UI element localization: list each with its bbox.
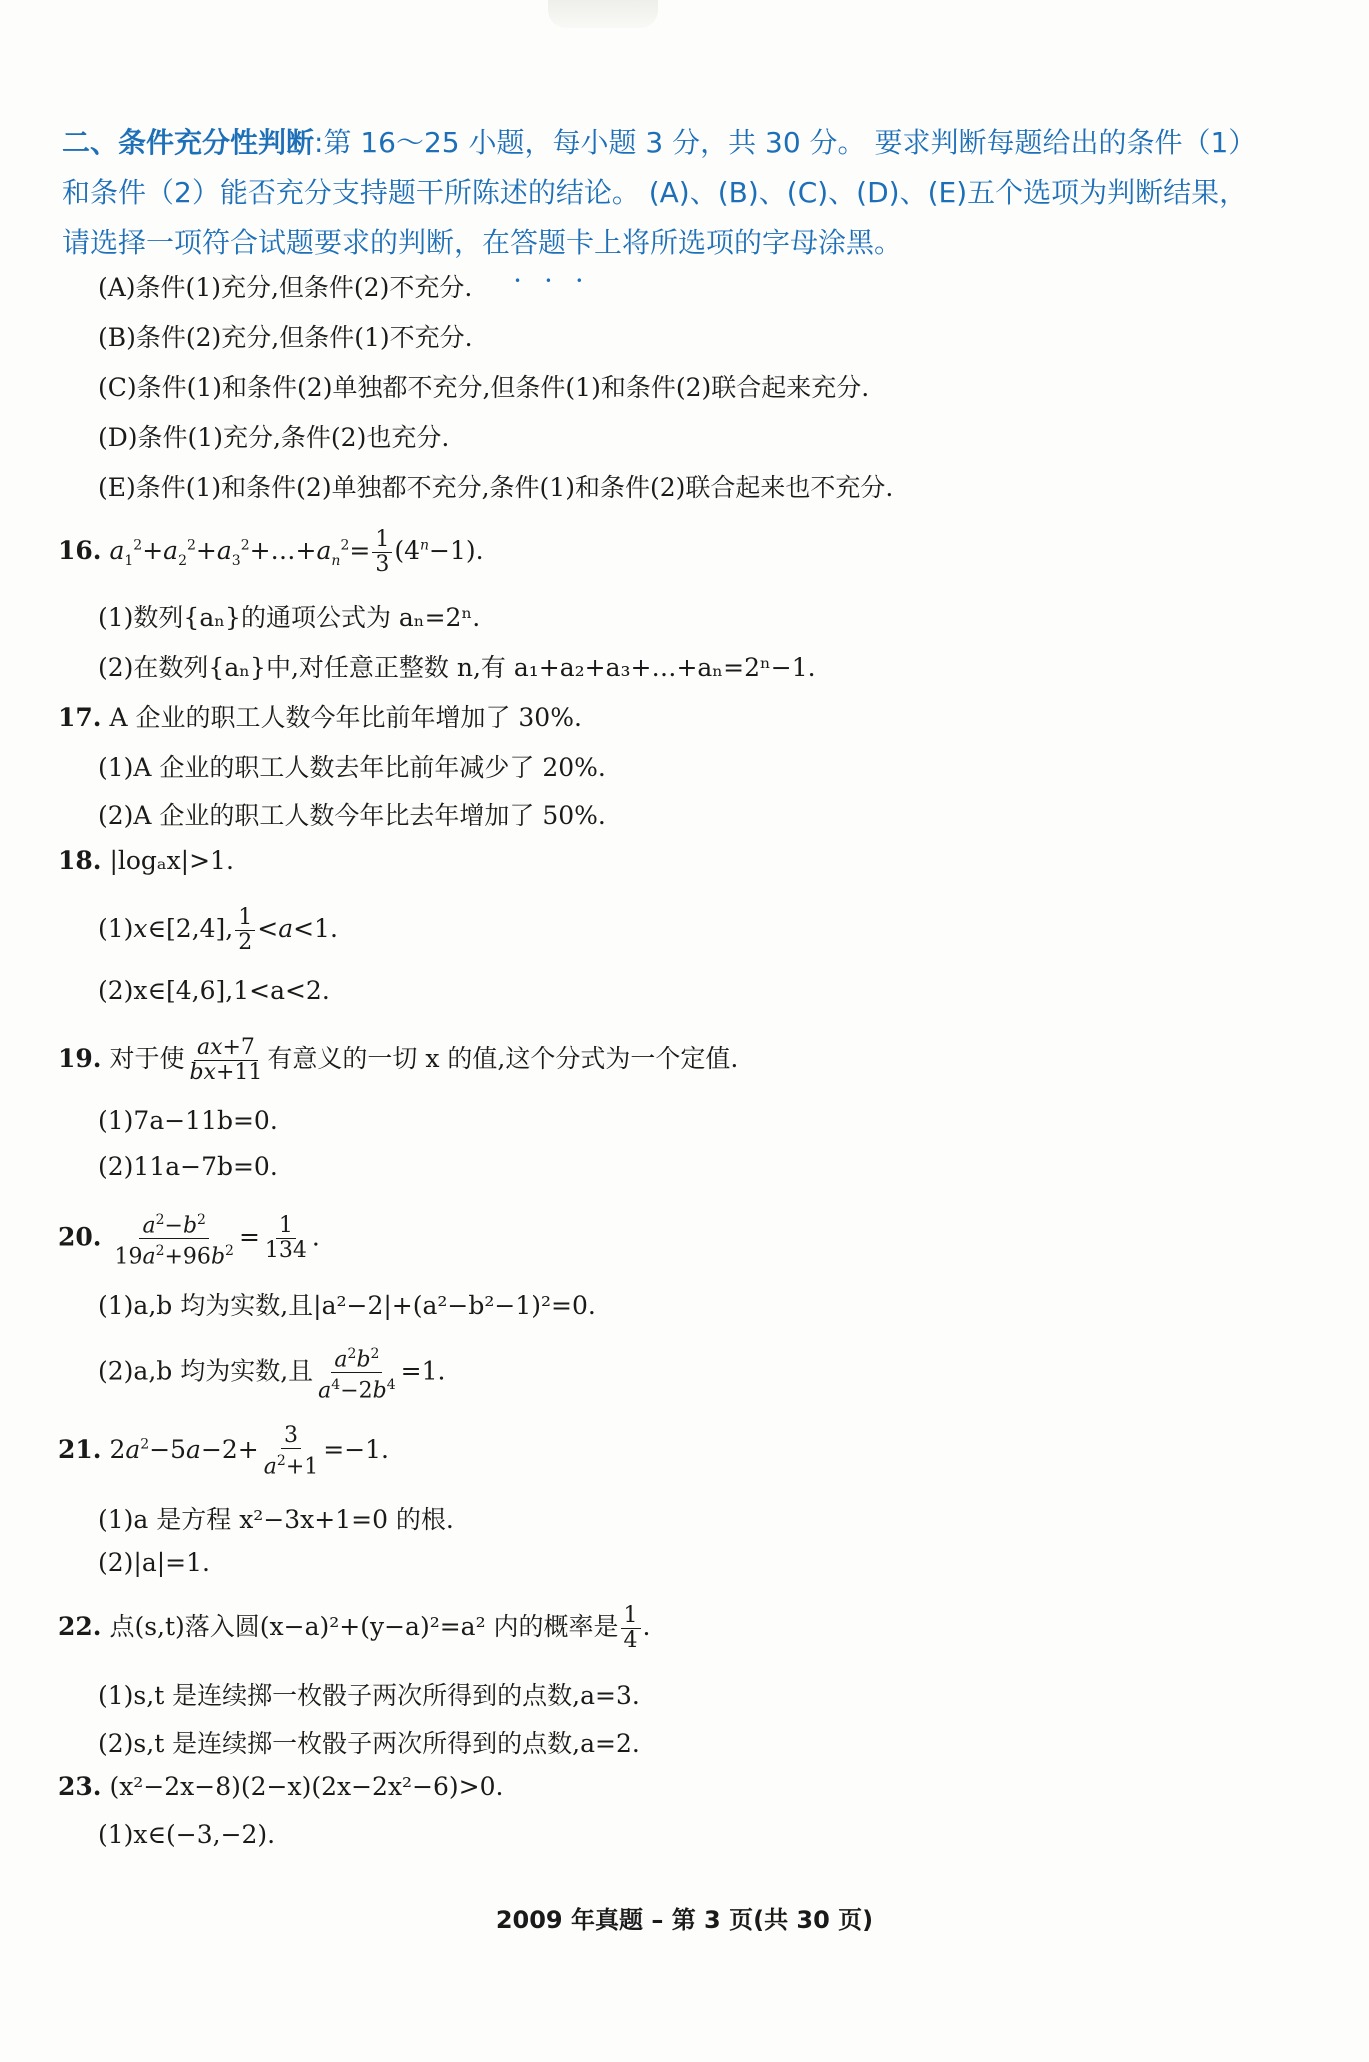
option-b: (B)条件(2)充分,但条件(1)不充分. bbox=[98, 323, 473, 352]
q20-condition-2: (2)a,b 均为实数,且 $\frac{a^2b^2}{a^4-2b^4}$ =1. bbox=[98, 1342, 445, 1404]
q19-condition-2: (2)11a−7b=0. bbox=[98, 1152, 278, 1181]
q21-stem: 21. $2a^2-5a-2+$ $\frac{3}{a^2+1}$ =−1. bbox=[58, 1423, 389, 1480]
q16-condition-2: (2)在数列{aₙ}中,对任意正整数 n,有 a₁+a₂+a₃+…+aₙ=2ⁿ−1. bbox=[98, 653, 816, 682]
option-a: (A)条件(1)充分,但条件(2)不充分. bbox=[98, 273, 473, 302]
q18-stem bbox=[58, 846, 234, 875]
q16-condition-1: (1)数列{aₙ}的通项公式为 aₙ=2ⁿ. bbox=[98, 603, 481, 632]
q18-stem-text: |logₐx|>1. bbox=[109, 846, 234, 875]
option-c: (C)条件(1)和条件(2)单独都不充分,但条件(1)和条件(2)联合起来充分. bbox=[98, 373, 870, 402]
q16-number: 16. bbox=[58, 536, 102, 565]
q18-condition-1: (1)x∈[2,4], $\frac{1}{2}$ <a<1. bbox=[98, 905, 338, 955]
q21-condition-1: (1)a 是方程 x²−3x+1=0 的根. bbox=[98, 1505, 454, 1534]
q19-post: 有意义的一切 x 的值,这个分式为一个定值. bbox=[267, 1044, 739, 1073]
scan-artifact bbox=[548, 0, 658, 28]
q17-number: 17. bbox=[58, 703, 102, 732]
section-text: :第 16～25 小题，每小题 3 分，共 30 分。 要求判断每题给出的条件（1）和条件（2）能否充分支持题干所陈述的结论。 (A)、(B)、(C)、(D)、(E)五个选项为判断结果，请选择一项符合试题要求的判断，在 bbox=[62, 126, 1248, 259]
q20-number: 20. bbox=[58, 1222, 102, 1252]
q17-stem bbox=[58, 698, 582, 734]
q17-stem-text: A 企业的职工人数今年比前年增加了 30%. bbox=[109, 703, 582, 732]
q19-condition-1: (1)7a−11b=0. bbox=[98, 1106, 278, 1135]
q17-condition-1: (1)A 企业的职工人数去年比前年减少了 20%. bbox=[98, 753, 606, 782]
q22-condition-1: (1)s,t 是连续掷一枚骰子两次所得到的点数,a=3. bbox=[98, 1681, 640, 1710]
option-e: (E)条件(1)和条件(2)单独都不充分,条件(1)和条件(2)联合起来也不充分. bbox=[98, 473, 894, 502]
q23-stem bbox=[58, 1772, 503, 1801]
q20-stem: 20. $\frac{a^2-b^2}{19a^2+96b^2}$ = $\frac{1}{134}$ . bbox=[58, 1208, 320, 1270]
q17-condition-2: (2)A 企业的职工人数今年比去年增加了 50%. bbox=[98, 801, 606, 830]
q18-condition-2: (2)x∈[4,6],1<a<2. bbox=[98, 976, 330, 1005]
q23-stem-text: (x²−2x−8)(2−x)(2x−2x²−6)>0. bbox=[109, 1772, 504, 1801]
q23-condition-1: (1)x∈(−3,−2). bbox=[98, 1820, 276, 1849]
q19-stem: 19. 对于使 $\frac{ax+7}{bx+11}$ 有意义的一切 x 的值,这个分式为一个定值. bbox=[58, 1035, 739, 1085]
q22-stem: 22. 点(s,t)落入圆(x−a)²+(y−a)²=a² 内的概率是 $\frac{1}{4}$ . bbox=[58, 1603, 651, 1653]
q21-number: 21. bbox=[58, 1435, 102, 1465]
q22-condition-2: (2)s,t 是连续掷一枚骰子两次所得到的点数,a=2. bbox=[98, 1729, 640, 1758]
section-label: 二、条件充分性判断 bbox=[62, 126, 315, 159]
q19-pre: 对于使 bbox=[109, 1044, 185, 1073]
page-footer: 2009 年真题 – 第 3 页(共 30 页) bbox=[495, 1906, 874, 1934]
q22-number: 22. bbox=[58, 1612, 102, 1641]
section-instructions bbox=[62, 118, 1252, 268]
q16-stem: 16. $a_1^2+a_2^2+a_3^2+\dots+a_n^2=$ $\frac{1}{3}$ $(4^n-1)$. bbox=[58, 527, 484, 577]
q18-number: 18. bbox=[58, 846, 102, 875]
q23-number: 23. bbox=[58, 1772, 102, 1801]
section-emphasis: 答题卡 • • • bbox=[510, 226, 594, 259]
q20-condition-1: (1)a,b 均为实数,且|a²−2|+(a²−b²−1)²=0. bbox=[98, 1291, 596, 1320]
q21-condition-2: (2)|a|=1. bbox=[98, 1548, 210, 1577]
q19-number: 19. bbox=[58, 1044, 102, 1073]
option-d: (D)条件(1)充分,条件(2)也充分. bbox=[98, 423, 450, 452]
q20-c2-pre: (2)a,b 均为实数,且 bbox=[98, 1356, 314, 1386]
q22-stem-text: 点(s,t)落入圆(x−a)²+(y−a)²=a² 内的概率是 bbox=[109, 1612, 619, 1641]
section-text-end: 上将所选项的字母涂黑。 bbox=[594, 226, 903, 259]
